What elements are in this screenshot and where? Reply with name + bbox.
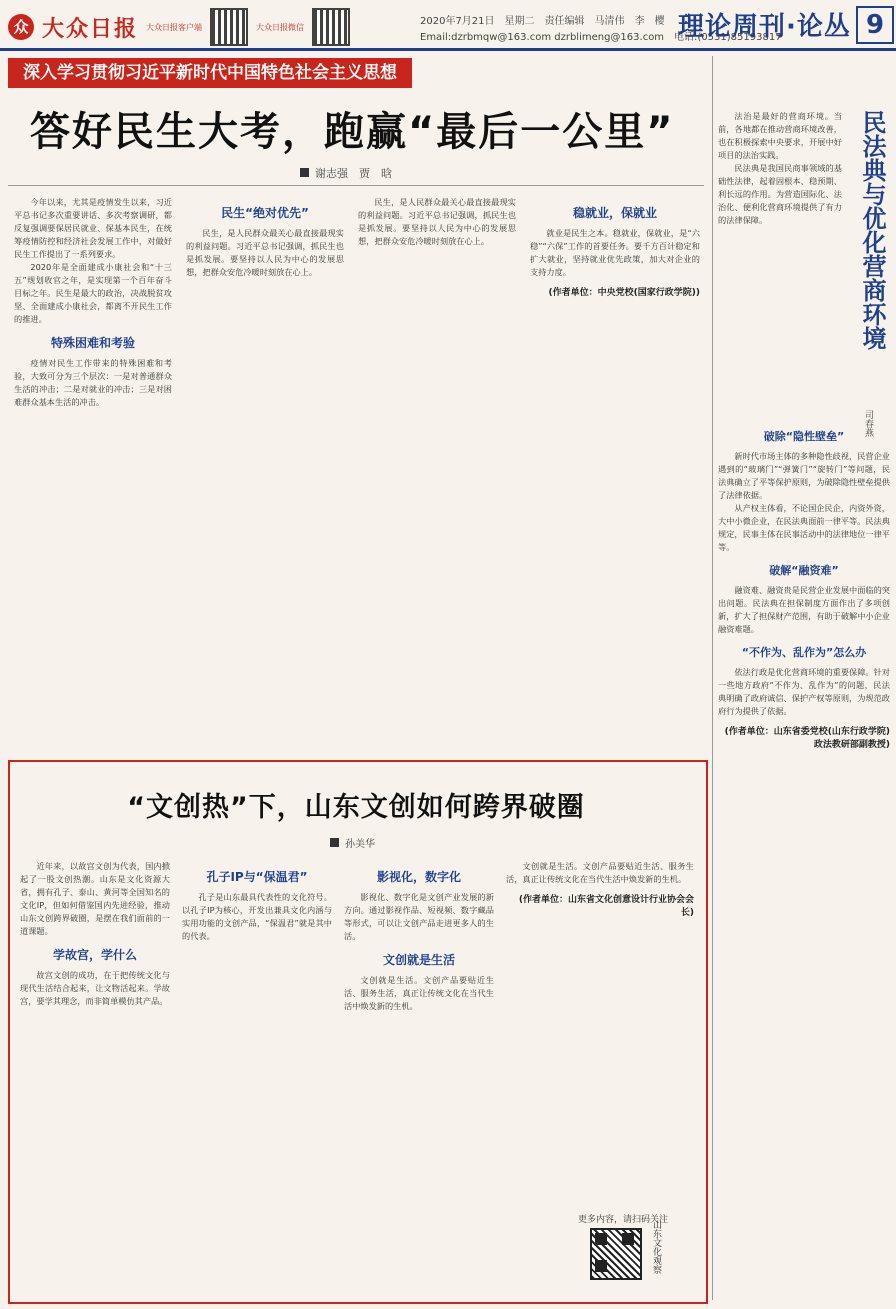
newspaper-name: 大众日报: [42, 15, 139, 42]
article1-title: 答好民生大考，跑赢“最后一公里”: [30, 109, 675, 155]
sidebar-subhead: 破除“隐性壁垒”: [763, 430, 845, 443]
article1-column-3: 民生，是人民群众最关心最直接最现实的利益问题。习近平总书记强调，抓民生也是抓发展。要坚持以人民为中心的发展思想，把群众安危冷暖时刻放在心上。: [358, 197, 516, 246]
article1-subhead: 特殊困难和考验: [50, 336, 135, 350]
wechat-qr-code-icon[interactable]: [312, 8, 350, 46]
article2-subhead: 文创就是生活: [382, 953, 455, 967]
page-number: 9: [856, 6, 894, 44]
article2-subhead: 影视化，数字化: [376, 870, 461, 884]
section-title: 理论周刊·论丛: [678, 12, 851, 42]
qr-caption: 更多内容，请扫码关注: [578, 1215, 669, 1225]
article1-column-2: 民生“绝对优先” 民生，是人民群众最关心最直接最现实的利益问题。习近平总书记强调，抓民生也是抓发展。要坚持以人民为中心的发展思想，把群众安危冷暖时刻放在心上。: [186, 206, 344, 277]
wechat-label: 大众日报微信: [256, 22, 305, 32]
article2-subhead: 学故宫，学什么: [52, 948, 137, 962]
sidebar-title: 民法典与优化营商环境: [858, 110, 886, 350]
client-label: 大众日报客户端: [146, 22, 203, 32]
sidebar-body: 破除“隐性壁垒” 新时代市场主体的多种隐性歧视，民营企业遇到的“玻璃门”“弹簧门”“旋转门”等问题，民法典确立了平等保护原则，为破除隐性壁垒提供了法律依据。 从产权主体看，不论国企民企，内资外资，大中小微企业，在民法典面前一律平等。民法典规定，民事主体在民事活动中的法律地位一律平等。 破解“融资难” 融资难、融资贵是民营企业发展中面临的突出问题。民法典在担保制度方面作出了多项创新，扩大了担保财产范围，有助于破解中小企业融资难题。 “不作为、乱作为”怎么办 依法行政是优化营商环境的重要保障。针对一些地方政府“不作为、乱作为”的问题，民法典明确了政府诚信、保护产权等原则，为规范政府行为提供了依据。 (作者单位：山东省委党校(山东行政学院)政法教研部副教授): [718, 430, 890, 750]
article2-column-2: 孔子IP与“保温君” 孔子是山东最具代表性的文化符号。以孔子IP为核心，开发出兼具文化内涵与实用功能的文创产品，“保温君”就是其中的代表。: [182, 870, 332, 941]
sidebar-author: 司春燕: [863, 410, 873, 437]
article2-author-note: (作者单位：山东省文化创意设计行业协会会长): [518, 895, 694, 918]
article2-title: “文创热”下，山东文创如何跨界破圈: [127, 792, 585, 823]
masthead-logo: [8, 8, 350, 46]
byline-square-icon: [300, 168, 309, 177]
byline-square-icon: [330, 838, 339, 847]
column-divider: [712, 56, 713, 1300]
client-qr-code-icon[interactable]: [210, 8, 248, 46]
sidebar-subhead: 破解“融资难”: [769, 564, 839, 577]
article2-subhead: 孔子IP与“保温君”: [206, 870, 308, 884]
article-qr-code-icon[interactable]: [590, 1228, 642, 1280]
topic-banner: 深入学习贯彻习近平新时代中国特色社会主义思想: [8, 58, 412, 88]
article2-byline: 孙美华: [330, 835, 375, 850]
vertical-caption: 山东文化观察: [651, 1220, 661, 1274]
email-line: Email:dzrbmqw@163.com dzrblimeng@163.com 电话:(0531)85193817: [420, 32, 782, 43]
article1-subhead: 民生“绝对优先”: [221, 206, 309, 220]
article1-column-1: 今年以来，尤其是疫情发生以来，习近平总书记多次重要讲话、多次考察调研，都反复强调要保居民就业、保基本民生，在统筹疫情防控和经济社会发展工作中，对做好民生工作提出了一系列要求。 2020年是全面建成小康社会和“十三五”规划收官之年，是实现第一个百年奋斗目标之年。民生是最大的政治，决战脱贫攻坚、全面建成小康社会，都离不开民生工作的推进。 特殊困难和考验 疫情对民生工作带来的特殊困难和考验，大致可分为三个层次：一是对普通群众生活的冲击；二是对就业的冲击；三是对困难群众基本生活的冲击。: [14, 197, 172, 407]
sidebar-subhead: “不作为、乱作为”怎么办: [741, 646, 867, 659]
article2-column-3: 影视化，数字化 影视化、数字化是文创产业发展的新方向。通过影视作品、短视频、数字藏品等形式，可以让文创产品走进更多人的生活。 文创就是生活 文创就是生活。文创产品要贴近生活、服务生活，真正让传统文化在当代生活中焕发新的生机。: [344, 870, 494, 1011]
article2-column-4: 文创就是生活。文创产品要贴近生活、服务生活，真正让传统文化在当代生活中焕发新的生机。 (作者单位：山东省文化创意设计行业协会会长): [506, 861, 694, 918]
article1-column-4: 稳就业，保就业 就业是民生之本。稳就业，保就业，是“六稳”“六保”工作的首要任务。要千方百计稳定和扩大就业，坚持就业优先政策，加大对企业的支持力度。 (作者单位：中央党校(国家行政学院)): [530, 206, 700, 298]
article1-subhead: 稳就业，保就业: [572, 206, 657, 220]
newspaper-logo-icon: 众: [8, 14, 34, 40]
sidebar-author-note: (作者单位：山东省委党校(山东行政学院)政法教研部副教授): [724, 727, 890, 750]
article1-byline: 谢志强 贾 晗: [300, 165, 392, 181]
date-line: 2020年7月21日 星期二 责任编辑 马清伟 李 樱: [420, 16, 665, 27]
masthead-rule: [0, 48, 896, 51]
article2-column-1: 近年来，以故宫文创为代表，国内掀起了一股文创热潮。山东是文化资源大省，拥有孔子、泰山、黄河等全国知名的文化IP，但如何借鉴国内先进经验，推动山东文创跨界破圈，是摆在我们面前的一道课题。 学故宫，学什么 故宫文创的成功，在于把传统文化与现代生活结合起来，让文物活起来。学故宫，要学其理念，而非简单模仿其产品。: [20, 861, 170, 1006]
headline-rule: [8, 185, 704, 186]
article1-author-note: (作者单位：中央党校(国家行政学院)): [548, 288, 700, 298]
sidebar-intro: 法治是最好的营商环境。当前，各地都在推动营商环境改善，也在积极探索中央要求，开展中好项目的法治实践。 民法典是我国民商事领域的基础性法律，起着固根本、稳预期、利长远的作用。为营造国际化、法治化、便利化营商环境提供了有力的法律保障。: [718, 111, 842, 225]
